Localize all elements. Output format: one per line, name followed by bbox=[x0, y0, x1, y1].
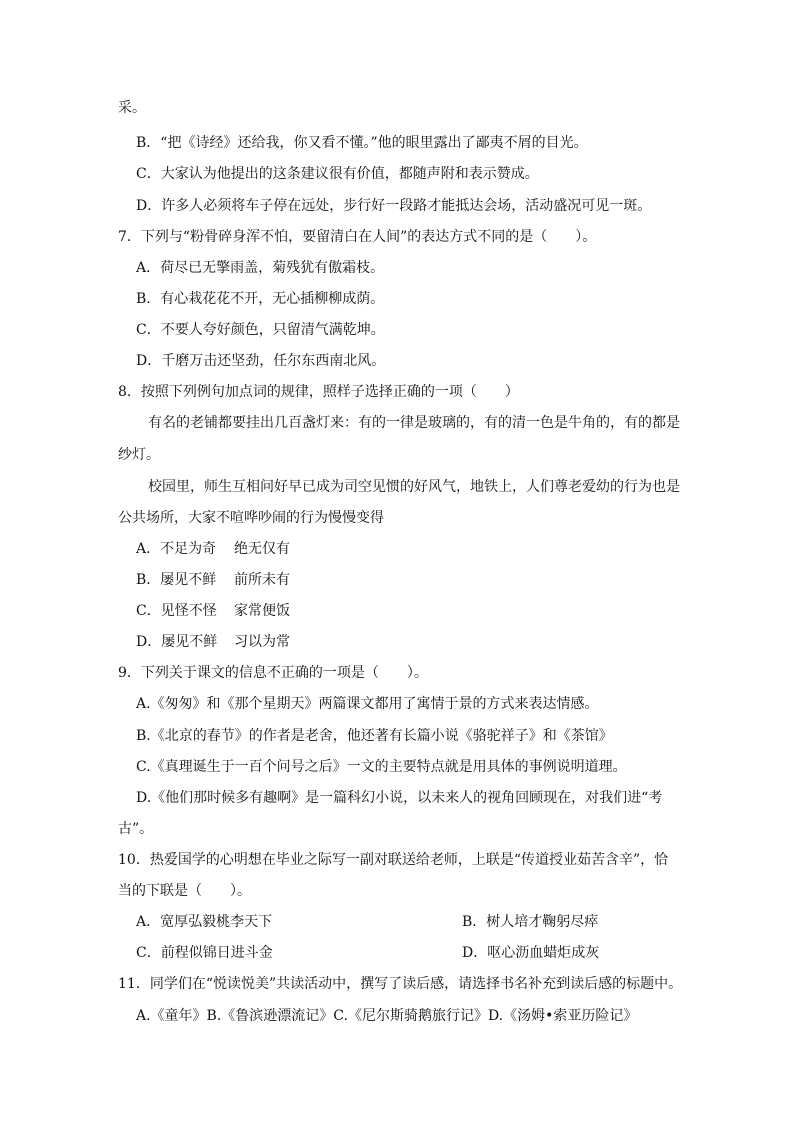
question-7-option-b: B．有心栽花花不开，无心插柳柳成荫。 bbox=[136, 291, 385, 307]
question-10-option-a: A．宽厚弘毅桃李天下 bbox=[136, 914, 273, 930]
question-11: 11．同学们在“悦读悦美”共读活动中，撰写了读后感，请选择书名补充到读后感的标题中。 bbox=[118, 976, 683, 992]
option-d: D．许多人必须将车子停在远处，步行好一段路才能抵达会场，活动盛况可见一斑。 bbox=[136, 198, 652, 214]
question-8-option-a: A．不足为奇 绝无仅有 bbox=[136, 541, 290, 557]
question-9-option-d-cont: 古”。 bbox=[118, 821, 154, 837]
option-c: C．大家认为他提出的这条建议很有价值，都随声附和表示赞成。 bbox=[136, 166, 539, 182]
question-8-passage: 校园里，师生互相问好早已成为司空见惯的好风气，地铁上，人们尊老爱幼的行为也是 bbox=[148, 479, 680, 495]
question-7: 7．下列与“粉骨碎身浑不怕，要留清白在人间”的表达方式不同的是（ ）。 bbox=[118, 229, 597, 245]
question-8-example: 有名的老铺都要挂出几百盏灯来：有的一律是玻璃的，有的清一色是牛角的，有的都是 bbox=[148, 415, 680, 431]
question-10: 10．热爱国学的心明想在毕业之际写一副对联送给老师，上联是“传道授业茹苦含辛”，恰 bbox=[118, 852, 669, 868]
question-10-option-c: C．前程似锦日进斗金 bbox=[136, 945, 273, 961]
question-10-option-b: B．树人培才鞠躬尽瘁 bbox=[462, 914, 599, 930]
question-8: 8．按照下列例句加点词的规律，照样子选择正确的一项（ ） bbox=[118, 384, 519, 400]
question-9-option-b: B.《北京的春节》的作者是老舍，他还著有长篇小说《骆驼祥子》和《茶馆》 bbox=[136, 728, 613, 744]
question-11-options: A.《童年》B.《鲁滨逊漂流记》C.《尼尔斯骑鹅旅行记》D.《汤姆•索亚历险记》 bbox=[136, 1008, 638, 1024]
question-7-option-d: D．千磨万击还坚劲，任尔东西南北风。 bbox=[136, 353, 386, 369]
question-9-option-a: A.《匆匆》和《那个星期天》两篇课文都用了寓情于景的方式来表达情感。 bbox=[136, 696, 599, 712]
question-10-cont: 当的下联是（ ）。 bbox=[118, 883, 251, 899]
question-7-option-a: A．荷尽已无擎雨盖，菊残犹有傲霜枝。 bbox=[136, 260, 385, 276]
question-10-option-d: D．呕心沥血蜡炬成灰 bbox=[462, 945, 600, 961]
question-8-option-b: B．屡见不鲜 前所未有 bbox=[136, 572, 290, 588]
question-8-option-d: D．屡见不鲜 习以为常 bbox=[136, 634, 290, 650]
question-9: 9．下列关于课文的信息不正确的一项是（ ）。 bbox=[118, 665, 428, 681]
question-8-option-c: C．见怪不怪 家常便饭 bbox=[136, 603, 290, 619]
question-8-passage-cont: 公共场所，大家不喧哗吵闹的行为慢慢变得 bbox=[118, 510, 384, 526]
text-line: 采。 bbox=[118, 100, 146, 116]
question-9-option-c: C.《真理诞生于一百个问号之后》一文的主要特点就是用具体的事例说明道理。 bbox=[136, 759, 627, 775]
question-7-option-c: C．不要人夸好颜色，只留清气满乾坤。 bbox=[136, 322, 385, 338]
question-9-option-d: D.《他们那时候多有趣啊》是一篇科幻小说，以未来人的视角回顾现在，对我们进“考 bbox=[136, 790, 663, 806]
question-8-example-cont: 纱灯。 bbox=[118, 447, 160, 463]
option-b: B．“把《诗经》还给我，你又看不懂。”他的眼里露出了鄙夷不屑的目光。 bbox=[136, 135, 588, 151]
